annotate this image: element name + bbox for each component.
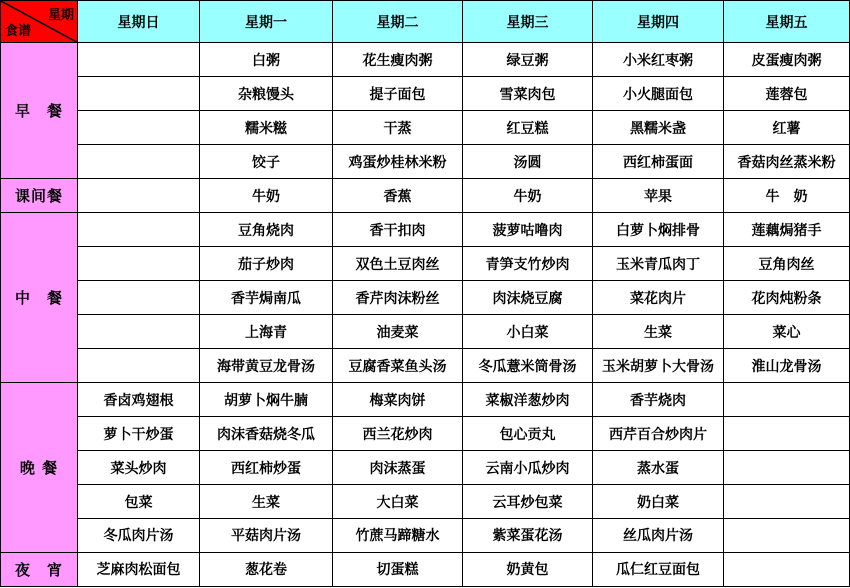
dish-cell: 香卤鸡翅根 xyxy=(78,383,200,417)
dish-cell: 竹蔗马蹄糖水 xyxy=(333,519,463,553)
day-header-mon: 星期一 xyxy=(200,1,333,43)
dish-cell: 包心贡丸 xyxy=(463,417,593,451)
dish-cell xyxy=(78,281,200,315)
dish-cell: 小米红枣粥 xyxy=(593,43,724,77)
dish-cell: 鸡蛋炒桂林米粉 xyxy=(333,145,463,179)
meal-label-late-night: 夜 宵 xyxy=(1,552,78,586)
dish-cell: 提子面包 xyxy=(333,77,463,111)
dish-cell: 生菜 xyxy=(593,315,724,349)
meal-label-breakfast: 早 餐 xyxy=(1,43,78,179)
dish-cell xyxy=(78,315,200,349)
dish-cell: 蒸水蛋 xyxy=(593,451,724,485)
dish-cell: 牛 奶 xyxy=(724,179,850,213)
menu-row xyxy=(1,552,850,586)
menu-row xyxy=(1,281,850,315)
dish-cell: 包菜 xyxy=(78,485,200,519)
dish-cell: 绿豆粥 xyxy=(463,43,593,77)
day-header-sun: 星期日 xyxy=(78,1,200,43)
dish-cell: 红薯 xyxy=(724,111,850,145)
dish-cell: 杂粮馒头 xyxy=(200,77,333,111)
dish-cell: 云南小瓜炒肉 xyxy=(463,451,593,485)
dish-cell xyxy=(724,417,850,451)
menu-row xyxy=(1,485,850,519)
dish-cell: 菜花肉片 xyxy=(593,281,724,315)
dish-cell xyxy=(724,519,850,553)
dish-cell: 白萝卜焖排骨 xyxy=(593,213,724,247)
menu-row xyxy=(1,315,850,349)
day-header-thu: 星期四 xyxy=(593,1,724,43)
dish-cell xyxy=(724,485,850,519)
dish-cell xyxy=(78,179,200,213)
meal-label-dinner: 晚 餐 xyxy=(1,383,78,553)
dish-cell: 上海青 xyxy=(200,315,333,349)
dish-cell xyxy=(78,43,200,77)
day-header-fri: 星期五 xyxy=(724,1,850,43)
corner-day-label: 星期 xyxy=(47,8,74,23)
dish-cell: 平菇肉片汤 xyxy=(200,519,333,553)
menu-row xyxy=(1,349,850,383)
dish-cell: 花生瘦肉粥 xyxy=(333,43,463,77)
dish-cell: 菜头炒肉 xyxy=(78,451,200,485)
menu-row xyxy=(1,145,850,179)
menu-row xyxy=(1,519,850,553)
dish-cell xyxy=(724,552,850,586)
dish-cell: 饺子 xyxy=(200,145,333,179)
menu-row xyxy=(1,77,850,111)
dish-cell: 莲蓉包 xyxy=(724,77,850,111)
dish-cell: 香芋烧肉 xyxy=(593,383,724,417)
dish-cell: 西芹百合炒肉片 xyxy=(593,417,724,451)
dish-cell: 冬瓜肉片汤 xyxy=(78,519,200,553)
corner-cell xyxy=(1,1,78,43)
header-row xyxy=(1,1,850,43)
dish-cell: 花肉炖粉条 xyxy=(724,281,850,315)
dish-cell: 汤圆 xyxy=(463,145,593,179)
menu-row xyxy=(1,417,850,451)
dish-cell: 肉沫烧豆腐 xyxy=(463,281,593,315)
dish-cell: 香干扣肉 xyxy=(333,213,463,247)
dish-cell: 糯米糍 xyxy=(200,111,333,145)
dish-cell: 小火腿面包 xyxy=(593,77,724,111)
dish-cell: 豆腐香菜鱼头汤 xyxy=(333,349,463,383)
menu-row xyxy=(1,111,850,145)
dish-cell: 红豆糕 xyxy=(463,111,593,145)
dish-cell: 青笋支竹炒肉 xyxy=(463,247,593,281)
dish-cell: 干蒸 xyxy=(333,111,463,145)
dish-cell xyxy=(78,111,200,145)
dish-cell: 香菇肉丝蒸米粉 xyxy=(724,145,850,179)
dish-cell: 莲藕焗猪手 xyxy=(724,213,850,247)
meal-label-snack: 课间餐 xyxy=(1,179,78,213)
dish-cell: 黑糯米盏 xyxy=(593,111,724,145)
dish-cell xyxy=(724,383,850,417)
menu-row xyxy=(1,213,850,247)
dish-cell: 云耳炒包菜 xyxy=(463,485,593,519)
dish-cell: 丝瓜肉片汤 xyxy=(593,519,724,553)
dish-cell: 肉沫香菇烧冬瓜 xyxy=(200,417,333,451)
dish-cell: 梅菜肉饼 xyxy=(333,383,463,417)
menu-row xyxy=(1,247,850,281)
dish-cell: 雪菜肉包 xyxy=(463,77,593,111)
menu-row xyxy=(1,179,850,213)
dish-cell: 豆角肉丝 xyxy=(724,247,850,281)
dish-cell: 葱花卷 xyxy=(200,552,333,586)
dish-cell: 小白菜 xyxy=(463,315,593,349)
day-header-wed: 星期三 xyxy=(463,1,593,43)
dish-cell xyxy=(78,213,200,247)
dish-cell: 苹果 xyxy=(593,179,724,213)
dish-cell xyxy=(78,77,200,111)
dish-cell: 香芋焗南瓜 xyxy=(200,281,333,315)
dish-cell: 大白菜 xyxy=(333,485,463,519)
dish-cell: 豆角烧肉 xyxy=(200,213,333,247)
corner-menu-label: 食谱 xyxy=(5,24,32,40)
dish-cell: 油麦菜 xyxy=(333,315,463,349)
dish-cell: 牛奶 xyxy=(463,179,593,213)
dish-cell xyxy=(724,451,850,485)
dish-cell: 茄子炒肉 xyxy=(200,247,333,281)
dish-cell xyxy=(78,349,200,383)
dish-cell: 香蕉 xyxy=(333,179,463,213)
dish-cell: 奶白菜 xyxy=(593,485,724,519)
dish-cell: 淮山龙骨汤 xyxy=(724,349,850,383)
dish-cell: 芝麻肉松面包 xyxy=(78,552,200,586)
meal-label-lunch: 中 餐 xyxy=(1,213,78,383)
dish-cell: 牛奶 xyxy=(200,179,333,213)
dish-cell: 西兰花炒肉 xyxy=(333,417,463,451)
dish-cell: 皮蛋瘦肉粥 xyxy=(724,43,850,77)
dish-cell: 生菜 xyxy=(200,485,333,519)
dish-cell: 玉米胡萝卜大骨汤 xyxy=(593,349,724,383)
menu-row xyxy=(1,383,850,417)
menu-row xyxy=(1,43,850,77)
dish-cell: 菜心 xyxy=(724,315,850,349)
dish-cell xyxy=(78,145,200,179)
dish-cell: 双色土豆肉丝 xyxy=(333,247,463,281)
dish-cell: 紫菜蛋花汤 xyxy=(463,519,593,553)
dish-cell: 萝卜干炒蛋 xyxy=(78,417,200,451)
dish-cell: 冬瓜薏米筒骨汤 xyxy=(463,349,593,383)
dish-cell: 白粥 xyxy=(200,43,333,77)
dish-cell: 肉沫蒸蛋 xyxy=(333,451,463,485)
dish-cell: 切蛋糕 xyxy=(333,552,463,586)
dish-cell: 瓜仁红豆面包 xyxy=(593,552,724,586)
dish-cell: 胡萝卜焖牛腩 xyxy=(200,383,333,417)
dish-cell: 菠萝咕噜肉 xyxy=(463,213,593,247)
dish-cell: 香芹肉沫粉丝 xyxy=(333,281,463,315)
dish-cell: 玉米青瓜肉丁 xyxy=(593,247,724,281)
dish-cell: 西红柿蛋面 xyxy=(593,145,724,179)
day-header-tue: 星期二 xyxy=(333,1,463,43)
dish-cell: 海带黄豆龙骨汤 xyxy=(200,349,333,383)
dish-cell: 西红柿炒蛋 xyxy=(200,451,333,485)
dish-cell: 奶黄包 xyxy=(463,552,593,586)
menu-row xyxy=(1,451,850,485)
dish-cell xyxy=(78,247,200,281)
dish-cell: 菜椒洋葱炒肉 xyxy=(463,383,593,417)
